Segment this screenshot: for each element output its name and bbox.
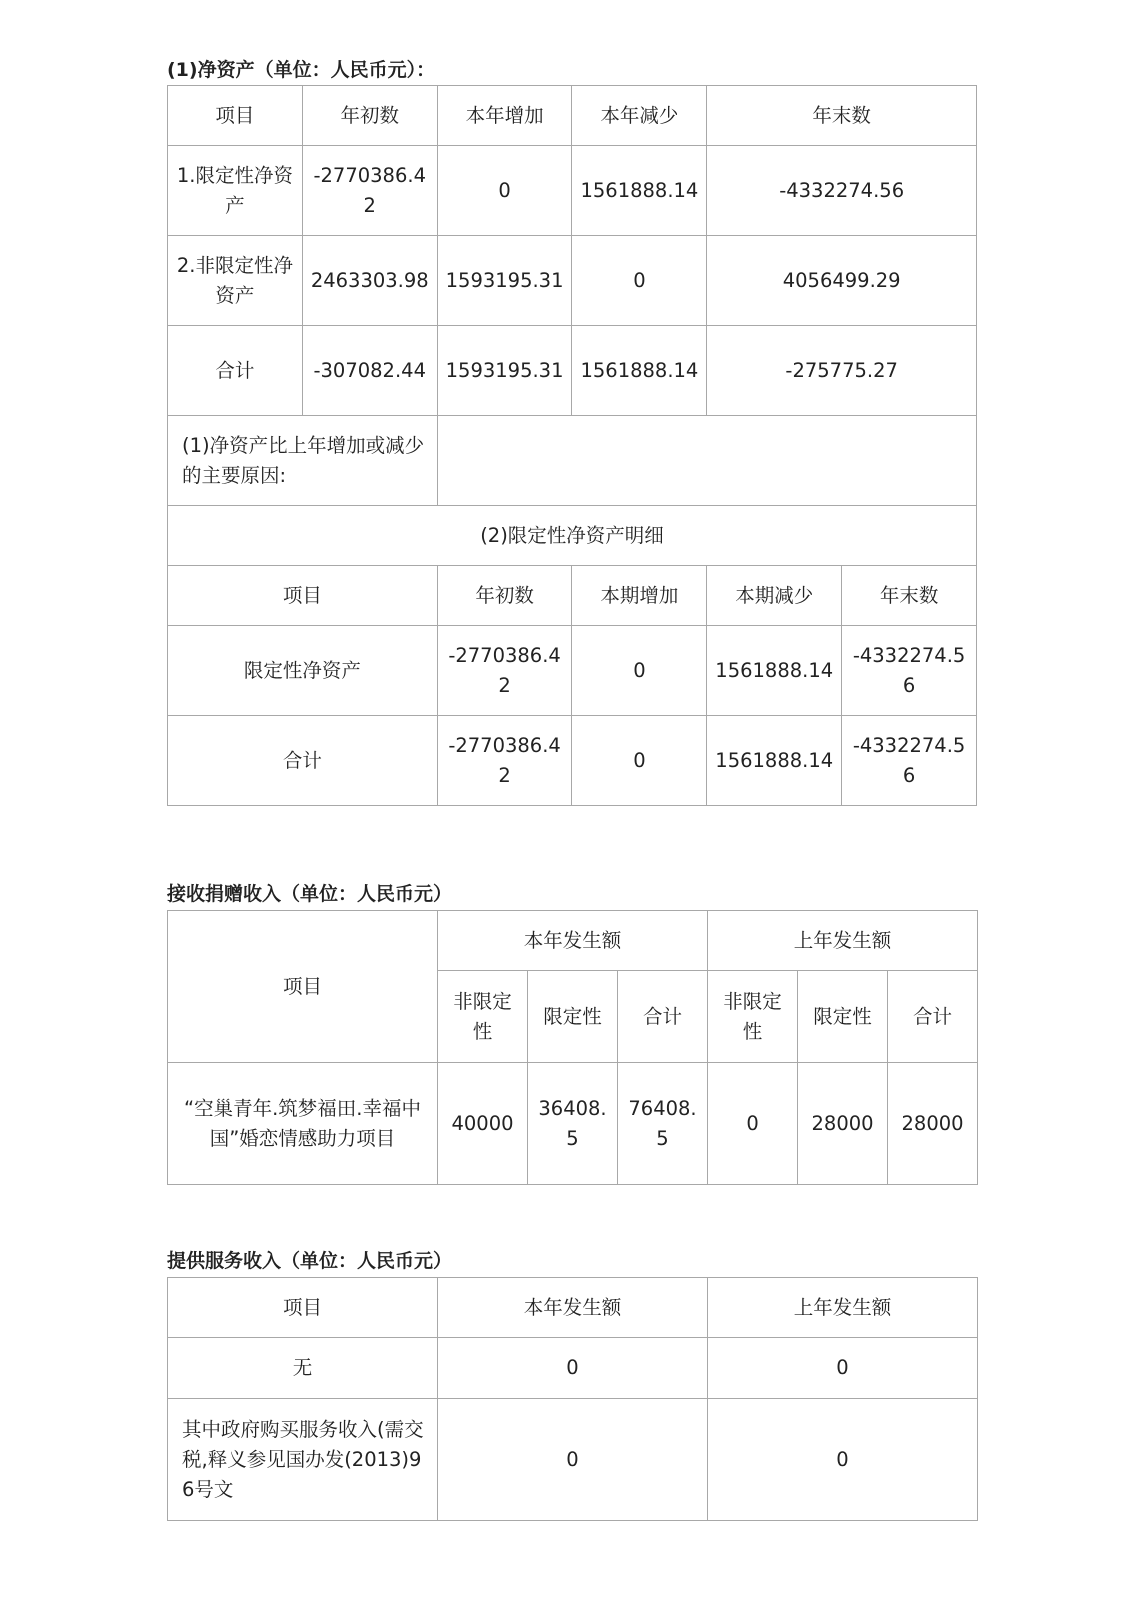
table-row	[168, 716, 977, 806]
table-cell: -307082.44	[302, 326, 437, 416]
table-cell: 36408.5	[528, 1063, 618, 1185]
header-cell: 限定性	[798, 971, 888, 1063]
table-cell: 1561888.14	[707, 716, 842, 806]
header-cell: 合计	[888, 971, 978, 1063]
header-cell: 年末数	[707, 86, 977, 146]
table-row	[168, 626, 977, 716]
header-cell: 非限定性	[438, 971, 528, 1063]
donation-income-title: 接收捐赠收入（单位：人民币元）	[167, 883, 453, 905]
table-cell: -2770386.42	[302, 146, 437, 236]
detail-header-row	[168, 566, 977, 626]
detail-title: (2)限定性净资产明细	[168, 506, 977, 566]
header-cell: 本期增加	[572, 566, 707, 626]
header-cell: 本年增加	[437, 86, 572, 146]
header-cell: 上年发生额	[708, 911, 978, 971]
row-label: 无	[168, 1338, 438, 1399]
table-row	[168, 1338, 978, 1399]
table-cell: -2770386.42	[437, 716, 572, 806]
header-cell: 非限定性	[708, 971, 798, 1063]
header-cell: 年初数	[437, 566, 572, 626]
header-cell: 限定性	[528, 971, 618, 1063]
reason-row	[168, 416, 977, 506]
row-label: 限定性净资产	[168, 626, 438, 716]
table-row	[168, 146, 977, 236]
service-income-title: 提供服务收入（单位：人民币元）	[167, 1250, 453, 1272]
table-cell: 40000	[438, 1063, 528, 1185]
donation-header-row	[168, 911, 978, 971]
net-assets-title: (1)净资产（单位：人民币元）：	[167, 59, 436, 81]
table-cell: -2770386.42	[437, 626, 572, 716]
header-cell: 项目	[168, 1278, 438, 1338]
table-cell: 0	[572, 716, 707, 806]
table-cell: 4056499.29	[707, 236, 977, 326]
row-label: 2.非限定性净资产	[168, 236, 303, 326]
table-row	[168, 326, 977, 416]
header-cell: 本年发生额	[438, 1278, 708, 1338]
table-cell: 0	[708, 1338, 978, 1399]
table-cell: 28000	[888, 1063, 978, 1185]
table-cell: 76408.5	[618, 1063, 708, 1185]
service-income-table	[167, 1277, 978, 1521]
table-cell: 1561888.14	[572, 326, 707, 416]
header-cell: 本年发生额	[438, 911, 708, 971]
header-cell: 年末数	[842, 566, 977, 626]
header-cell: 年初数	[302, 86, 437, 146]
header-cell: 本年减少	[572, 86, 707, 146]
table-cell: -4332274.56	[707, 146, 977, 236]
table-cell: 2463303.98	[302, 236, 437, 326]
donation-income-table	[167, 910, 978, 1185]
table-row	[168, 1399, 978, 1521]
table-cell: -4332274.56	[842, 716, 977, 806]
net-assets-header-row	[168, 86, 977, 146]
table-cell: 1561888.14	[572, 146, 707, 236]
table-cell: 0	[572, 626, 707, 716]
row-label: 合计	[168, 326, 303, 416]
table-row	[168, 236, 977, 326]
table-cell: 0	[437, 146, 572, 236]
table-row	[168, 1063, 978, 1185]
table-cell: 0	[572, 236, 707, 326]
table-cell: 0	[708, 1399, 978, 1521]
row-label: “空巢青年.筑梦福田.幸福中国”婚恋情感助力项目	[168, 1063, 438, 1185]
header-cell: 项目	[168, 86, 303, 146]
header-cell: 合计	[618, 971, 708, 1063]
header-cell: 项目	[168, 911, 438, 1063]
header-cell: 本期减少	[707, 566, 842, 626]
net-assets-table	[167, 85, 977, 806]
detail-title-row	[168, 506, 977, 566]
header-cell: 上年发生额	[708, 1278, 978, 1338]
table-cell: 0	[438, 1399, 708, 1521]
table-cell: 1561888.14	[707, 626, 842, 716]
table-cell: 0	[708, 1063, 798, 1185]
table-cell: 1593195.31	[437, 236, 572, 326]
table-cell: -4332274.56	[842, 626, 977, 716]
reason-label: (1)净资产比上年增加或减少的主要原因:	[168, 416, 438, 506]
row-label: 1.限定性净资产	[168, 146, 303, 236]
row-label: 合计	[168, 716, 438, 806]
table-cell: 0	[438, 1338, 708, 1399]
service-header-row	[168, 1278, 978, 1338]
row-label: 其中政府购买服务收入(需交税,释义参见国办发(2013)96号文	[168, 1399, 438, 1521]
table-cell: -275775.27	[707, 326, 977, 416]
table-cell: 28000	[798, 1063, 888, 1185]
header-cell: 项目	[168, 566, 438, 626]
table-cell: 1593195.31	[437, 326, 572, 416]
reason-value	[437, 416, 976, 506]
